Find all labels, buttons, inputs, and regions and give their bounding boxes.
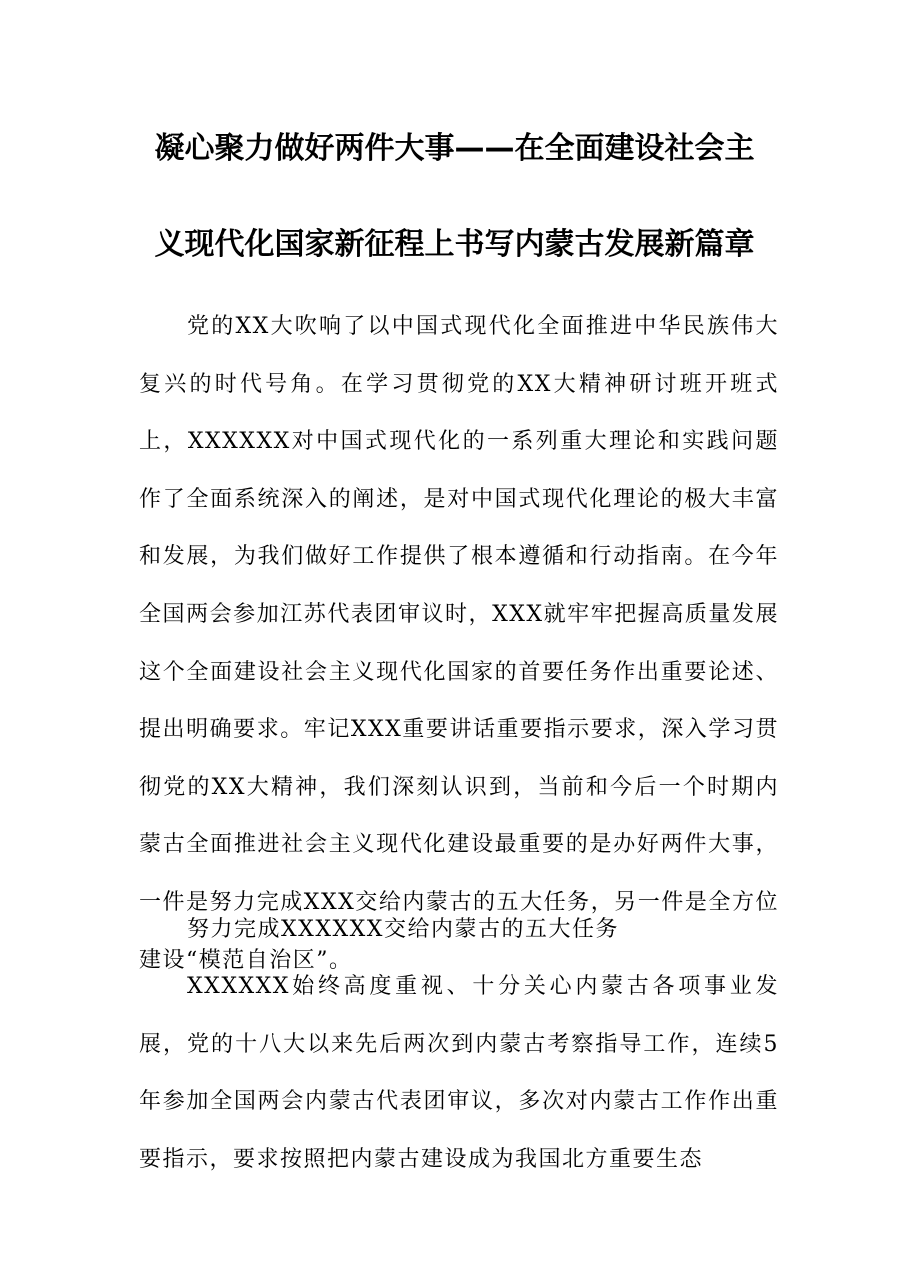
paragraph-intro: 党的XX大吹响了以中国式现代化全面推进中华民族伟大复兴的时代号角。在学习贯彻党的XX大精神研讨班开班式上，XXXXXX对中国式现代化的一系列重大理论和实践问题作了全面系统深入的阐述，是对中国式现代化理论的极大丰富和发展，为我们做好工作提供了根本遵循和行动指南。在今年全国两会参加江苏代表团审议时，XXX就牢牢把握高质量发展这个全面建设社会主义现代化国家的首要任务作出重要论述、提出明确要求。牢记XXX重要讲话重要指示要求，深入学习贯彻党的XX大精神，我们深刻认识到，当前和今后一个时期内蒙古全面推进社会主义现代化建设最重要的是办好两件大事，一件是努力完成XXX交给内蒙古的五大任务，另一件是全方位建设“模范自治区”。 (139, 314, 779, 973)
paragraph-five-tasks: XXXXXX始终高度重视、十分关心内蒙古各项事业发展，党的十八大以来先后两次到内蒙古考察指导工作，连续5年参加全国两会内蒙古代表团审议，多次对内蒙古工作作出重要指示，要求按照把内蒙古建设成为我国北方重要生态 (139, 974, 779, 1172)
document-title-line-1: 凝心聚力做好两件大事——在全面建设社会主 (154, 131, 755, 166)
document-title-line-2: 义现代化国家新征程上书写内蒙古发展新篇章 (154, 227, 755, 262)
section-heading-five-tasks: 努力完成XXXXXX交给内蒙古的五大任务 (187, 917, 619, 942)
